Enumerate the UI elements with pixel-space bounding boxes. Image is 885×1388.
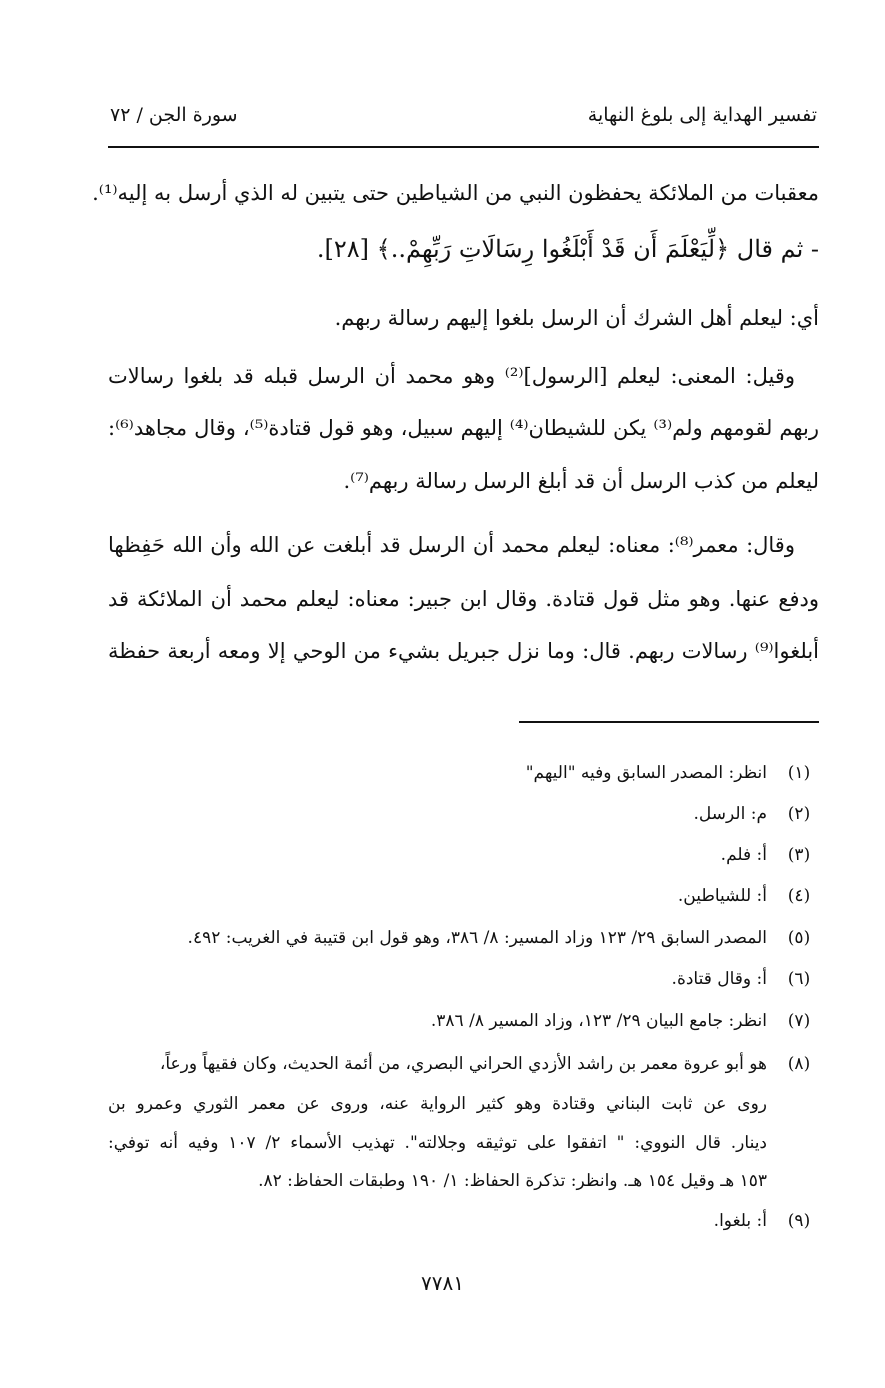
footnote-text: انظر: جامع البيان ٢٩/ ١٢٣، وزاد المسير ٨/ ٣٨٦. [430, 1011, 767, 1031]
header-rule [108, 146, 819, 148]
body-line-3: أي: ليعلم أهل الشرك أن الرسل بلغوا إليهم رسالة ربهم. [334, 306, 819, 330]
footnote-8-continuation-3: ١٥٣ هـ وقيل ١٥٤ هـ. وانظر: تذكرة الحفاظ: ١/ ١٩٠ وطبقات الحفاظ: ٨٢. [258, 1171, 767, 1191]
footnote-8-continuation-1: روى عن ثابت البناني وقتادة وهو كثير الرواية عنه، وروى عن معمر الثوري وعمرو بن [108, 1094, 767, 1114]
running-header-surah: سورة الجن / ٧٢ [110, 104, 238, 126]
body-line-8: ودفع عنها. وهو مثل قول قتادة. وقال ابن جبير: معناه: ليعلم محمد أن الملائكة قد [108, 587, 819, 611]
footnote-number: (٤) [787, 886, 811, 906]
footnote-text: انظر: المصدر السابق وفيه "اليهم" [525, 763, 767, 783]
body-line-4: وقيل: المعنى: ليعلم [الرسول]⁽²⁾ وهو محمد أن الرسل قبله قد بلغوا رسالات [108, 364, 795, 388]
footnote-number: (٦) [787, 969, 811, 989]
footnote-text: أ: فلم. [720, 845, 767, 865]
body-line-9: أبلغوا⁽⁹⁾ رسالات ربهم. قال: وما نزل جبريل بشيء من الوحي إلا ومعه أربعة حفظة [108, 639, 819, 663]
body-line-7: وقال: معمر⁽⁸⁾: معناه: ليعلم محمد أن الرسل قد أبلغت عن الله وأن الله حَفِظها [108, 533, 795, 557]
footnote-text: المصدر السابق ٢٩/ ١٢٣ وزاد المسير: ٨/ ٣٨٦، وهو قول ابن قتيبة في الغريب: ٤٩٢. [187, 928, 767, 948]
footnote-text: أ: بلغوا. [713, 1211, 767, 1231]
body-line-2-quran: - ثم قال ﴿لِّيَعْلَمَ أَن قَدْ أَبْلَغُوا رِسَالَاتِ رَبِّهِمْ..﴾ [٢٨]. [316, 235, 819, 263]
running-header-title: تفسير الهداية إلى بلوغ النهاية [587, 104, 817, 126]
body-line-5: ربهم لقومهم ولم⁽³⁾ يكن للشيطان⁽⁴⁾ إليهم سبيل، وهو قول قتادة⁽⁵⁾، وقال مجاهد⁽⁶⁾: [108, 416, 819, 440]
footnote-number: (٥) [787, 928, 811, 948]
footnote-text: م: الرسل. [693, 804, 767, 824]
footnote-number: (١) [787, 763, 811, 783]
footnote-number: (٣) [787, 845, 811, 865]
footnote-number: (٩) [787, 1211, 811, 1231]
footnote-8-continuation-2: دينار. قال النووي: " اتفقوا على توثيقه وجلالته". تهذيب الأسماء ٢/ ١٠٧ وفيه أنه توفي: [108, 1133, 768, 1153]
body-line-1: معقبات من الملائكة يحفظون النبي من الشياطين حتى يتبين له الذي أرسل به إليه⁽¹⁾. [92, 181, 819, 205]
footnote-separator [519, 721, 819, 723]
footnote-text: أ: للشياطين. [677, 886, 767, 906]
footnote-number: (٧) [787, 1011, 811, 1031]
footnote-text: هو أبو عروة معمر بن راشد الأزدي الحراني البصري، من أئمة الحديث، وكان فقيهاً ورعاً، [159, 1054, 767, 1074]
footnote-text: أ: وقال قتادة. [671, 969, 767, 989]
footnote-number: (٢) [787, 804, 811, 824]
footnote-number: (٨) [787, 1054, 811, 1074]
page-number: ٧٧٨١ [421, 1271, 464, 1295]
body-line-6: ليعلم من كذب الرسل أن قد أبلغ الرسل رسالة ربهم⁽⁷⁾. [343, 469, 819, 493]
